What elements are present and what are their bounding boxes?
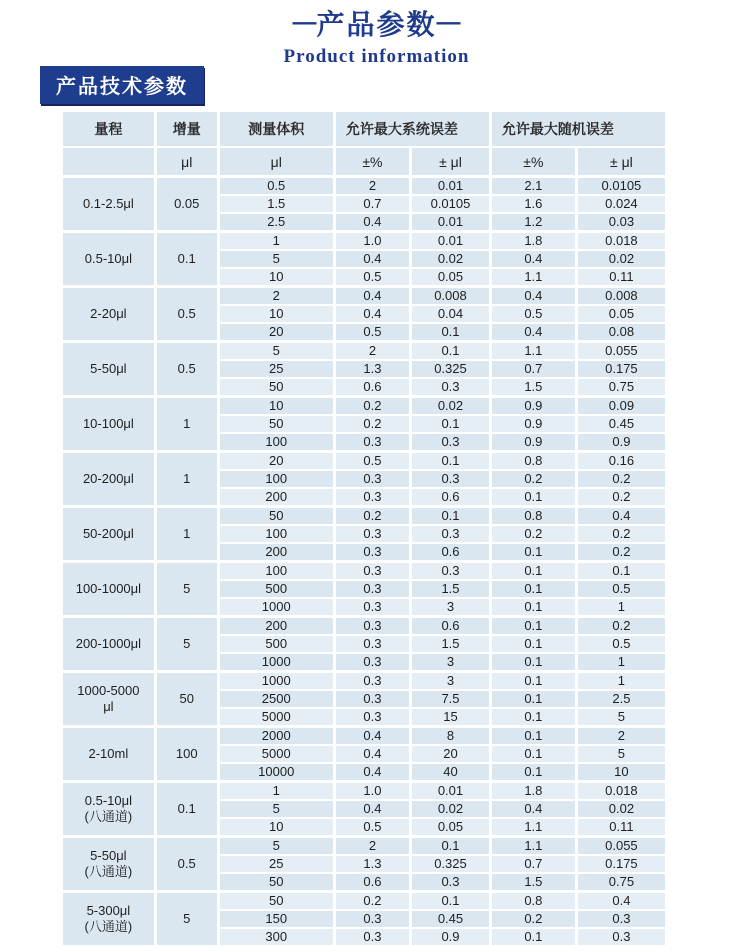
increment-cell: 50 [155, 672, 218, 727]
sys-pct-cell: 0.3 [334, 470, 410, 488]
volume-cell: 5 [218, 800, 334, 818]
range-line: 50-200μl [82, 526, 134, 541]
volume-cell: 1000 [218, 653, 334, 672]
volume-cell: 2000 [218, 727, 334, 746]
rand-pct-cell: 1.5 [490, 378, 576, 397]
volume-cell: 5 [218, 250, 334, 268]
sys-ul-cell: 15 [411, 708, 491, 727]
rand-pct-cell: 0.2 [490, 910, 576, 928]
volume-cell: 10 [218, 268, 334, 287]
sys-ul-cell: 0.02 [411, 800, 491, 818]
rand-pct-cell: 0.1 [490, 928, 576, 946]
table-row [62, 562, 667, 581]
unit-cell-empty [62, 147, 156, 177]
rand-ul-cell: 0.2 [576, 470, 666, 488]
volume-cell: 150 [218, 910, 334, 928]
range-line: 10-100μl [82, 416, 134, 431]
volume-cell: 5000 [218, 708, 334, 727]
sys-ul-cell: 0.3 [411, 873, 491, 892]
sys-ul-cell: 0.6 [411, 617, 491, 636]
spec-table [60, 110, 668, 947]
range-cell [62, 837, 156, 892]
rand-ul-cell: 0.03 [576, 213, 666, 232]
rand-ul-cell: 0.0105 [576, 177, 666, 196]
sys-pct-cell: 1.0 [334, 232, 410, 251]
volume-cell: 25 [218, 360, 334, 378]
volume-cell: 200 [218, 617, 334, 636]
table-row [62, 782, 667, 801]
increment-cell: 0.1 [155, 232, 218, 287]
volume-cell: 50 [218, 892, 334, 911]
range-cell [62, 617, 156, 672]
sys-pct-cell: 0.3 [334, 928, 410, 946]
rand-pct-cell: 0.1 [490, 580, 576, 598]
rand-pct-cell: 0.9 [490, 415, 576, 433]
sys-ul-cell: 0.1 [411, 415, 491, 433]
rand-pct-cell: 0.9 [490, 397, 576, 416]
sys-ul-cell: 0.1 [411, 892, 491, 911]
range-line: 2-20μl [90, 306, 127, 321]
sys-ul-cell: 0.05 [411, 268, 491, 287]
rand-ul-cell: 0.175 [576, 855, 666, 873]
rand-pct-cell: 1.2 [490, 213, 576, 232]
increment-cell: 0.05 [155, 177, 218, 232]
rand-ul-cell: 0.05 [576, 305, 666, 323]
volume-cell: 100 [218, 433, 334, 452]
sys-pct-cell: 0.2 [334, 397, 410, 416]
sys-ul-cell: 0.01 [411, 213, 491, 232]
sys-pct-cell: 0.4 [334, 763, 410, 782]
rand-ul-cell: 0.055 [576, 342, 666, 361]
sys-ul-cell: 0.325 [411, 360, 491, 378]
rand-pct-cell: 0.1 [490, 745, 576, 763]
table-row [62, 672, 667, 691]
volume-cell: 2500 [218, 690, 334, 708]
range-line: 0.1-2.5μl [82, 196, 134, 211]
increment-cell: 5 [155, 617, 218, 672]
volume-cell: 20 [218, 323, 334, 342]
increment-cell: 0.5 [155, 287, 218, 342]
sys-pct-cell: 0.3 [334, 580, 410, 598]
sys-ul-cell: 0.325 [411, 855, 491, 873]
volume-cell: 1.5 [218, 195, 334, 213]
sys-pct-cell: 2 [334, 837, 410, 856]
rand-ul-cell: 0.4 [576, 892, 666, 911]
page-title-text: 产品参数 [316, 9, 437, 40]
sys-ul-cell: 0.1 [411, 452, 491, 471]
volume-cell: 200 [218, 488, 334, 507]
sys-ul-cell: 3 [411, 598, 491, 617]
increment-cell: 5 [155, 892, 218, 947]
sys-ul-cell: 0.02 [411, 250, 491, 268]
volume-cell: 200 [218, 543, 334, 562]
rand-pct-cell: 0.1 [490, 672, 576, 691]
sys-ul-cell: 0.3 [411, 378, 491, 397]
sys-pct-cell: 0.5 [334, 268, 410, 287]
volume-cell: 50 [218, 415, 334, 433]
sys-pct-cell: 0.3 [334, 543, 410, 562]
range-cell [62, 342, 156, 397]
rand-pct-cell: 1.8 [490, 782, 576, 801]
rand-pct-cell: 0.1 [490, 708, 576, 727]
title-right-dash: — [436, 9, 461, 36]
sys-ul-cell: 0.01 [411, 232, 491, 251]
rand-pct-cell: 0.1 [490, 653, 576, 672]
rand-pct-cell: 0.1 [490, 598, 576, 617]
sys-ul-cell: 0.02 [411, 397, 491, 416]
volume-cell: 1000 [218, 672, 334, 691]
increment-cell: 100 [155, 727, 218, 782]
rand-pct-cell: 0.1 [490, 690, 576, 708]
rand-ul-cell: 0.11 [576, 818, 666, 837]
sys-pct-cell: 1.0 [334, 782, 410, 801]
sys-pct-cell: 2 [334, 177, 410, 196]
volume-cell: 5000 [218, 745, 334, 763]
volume-cell: 500 [218, 580, 334, 598]
rand-pct-cell: 0.2 [490, 470, 576, 488]
sys-pct-cell: 0.2 [334, 415, 410, 433]
unit-row [62, 147, 667, 177]
range-cell [62, 892, 156, 947]
table-row [62, 617, 667, 636]
increment-cell: 1 [155, 397, 218, 452]
rand-ul-cell: 0.75 [576, 873, 666, 892]
table-row [62, 342, 667, 361]
range-cell [62, 507, 156, 562]
rand-ul-cell: 10 [576, 763, 666, 782]
page-title [0, 8, 753, 44]
volume-cell: 2.5 [218, 213, 334, 232]
range-cell [62, 672, 156, 727]
volume-cell: 10 [218, 818, 334, 837]
volume-cell: 1 [218, 782, 334, 801]
sys-pct-cell: 0.4 [334, 213, 410, 232]
range-line: (八通道) [84, 864, 133, 879]
rand-ul-cell: 0.2 [576, 617, 666, 636]
rand-ul-cell: 0.5 [576, 580, 666, 598]
col-header-range: 量程 [62, 111, 156, 147]
sys-ul-cell: 0.3 [411, 562, 491, 581]
volume-cell: 50 [218, 378, 334, 397]
rand-ul-cell: 0.5 [576, 635, 666, 653]
range-line: 0.5-10μl [84, 793, 132, 808]
increment-cell: 0.5 [155, 837, 218, 892]
sys-pct-cell: 0.4 [334, 800, 410, 818]
spec-table-head [62, 111, 667, 177]
volume-cell: 100 [218, 470, 334, 488]
rand-pct-cell: 1.6 [490, 195, 576, 213]
range-cell [62, 177, 156, 232]
rand-pct-cell: 0.1 [490, 488, 576, 507]
rand-ul-cell: 1 [576, 672, 666, 691]
sys-ul-cell: 0.3 [411, 525, 491, 543]
rand-ul-cell: 0.16 [576, 452, 666, 471]
rand-ul-cell: 0.45 [576, 415, 666, 433]
sys-pct-cell: 2 [334, 342, 410, 361]
rand-pct-cell: 0.1 [490, 617, 576, 636]
rand-ul-cell: 0.11 [576, 268, 666, 287]
sys-pct-cell: 0.7 [334, 195, 410, 213]
rand-ul-cell: 0.09 [576, 397, 666, 416]
sys-pct-cell: 0.3 [334, 690, 410, 708]
rand-ul-cell: 0.02 [576, 800, 666, 818]
rand-pct-cell: 1.1 [490, 268, 576, 287]
sys-pct-cell: 0.3 [334, 617, 410, 636]
unit-cell-volume: μl [218, 147, 334, 177]
range-line: 5-300μl [86, 903, 131, 918]
rand-pct-cell: 0.4 [490, 250, 576, 268]
rand-pct-cell: 0.5 [490, 305, 576, 323]
page-subtitle: Product information [283, 46, 470, 67]
rand-pct-cell: 1.1 [490, 342, 576, 361]
sys-ul-cell: 3 [411, 672, 491, 691]
rand-ul-cell: 0.1 [576, 562, 666, 581]
range-line: 5-50μl [90, 848, 127, 863]
rand-pct-cell: 0.4 [490, 323, 576, 342]
rand-pct-cell: 1.8 [490, 232, 576, 251]
rand-pct-cell: 0.1 [490, 562, 576, 581]
table-row [62, 507, 667, 526]
sys-pct-cell: 0.3 [334, 598, 410, 617]
volume-cell: 500 [218, 635, 334, 653]
rand-ul-cell: 0.08 [576, 323, 666, 342]
rand-pct-cell: 0.2 [490, 525, 576, 543]
volume-cell: 50 [218, 873, 334, 892]
rand-ul-cell: 2.5 [576, 690, 666, 708]
unit-cell-sys-pct: ±% [334, 147, 410, 177]
rand-ul-cell: 0.75 [576, 378, 666, 397]
rand-pct-cell: 1.1 [490, 818, 576, 837]
increment-cell: 0.1 [155, 782, 218, 837]
rand-ul-cell: 0.008 [576, 287, 666, 306]
table-row [62, 837, 667, 856]
sys-ul-cell: 20 [411, 745, 491, 763]
rand-ul-cell: 0.018 [576, 782, 666, 801]
table-row [62, 232, 667, 251]
sys-ul-cell: 0.6 [411, 488, 491, 507]
sys-ul-cell: 0.9 [411, 928, 491, 946]
sys-pct-cell: 0.3 [334, 653, 410, 672]
rand-pct-cell: 0.8 [490, 892, 576, 911]
rand-ul-cell: 0.4 [576, 507, 666, 526]
rand-pct-cell: 2.1 [490, 177, 576, 196]
sys-pct-cell: 1.3 [334, 855, 410, 873]
range-line: 20-200μl [82, 471, 134, 486]
increment-cell: 1 [155, 507, 218, 562]
sys-pct-cell: 0.3 [334, 708, 410, 727]
sys-ul-cell: 8 [411, 727, 491, 746]
rand-pct-cell: 0.1 [490, 635, 576, 653]
table-row [62, 177, 667, 196]
rand-pct-cell: 0.4 [490, 287, 576, 306]
title-block [0, 8, 753, 68]
rand-ul-cell: 0.2 [576, 525, 666, 543]
range-line: 200-1000μl [75, 636, 142, 651]
sys-ul-cell: 0.008 [411, 287, 491, 306]
sys-ul-cell: 0.0105 [411, 195, 491, 213]
sys-ul-cell: 3 [411, 653, 491, 672]
unit-cell-sys-ul: ± μl [411, 147, 491, 177]
sys-pct-cell: 0.4 [334, 745, 410, 763]
rand-ul-cell: 1 [576, 653, 666, 672]
volume-cell: 100 [218, 525, 334, 543]
title-left-dash: — [292, 9, 317, 36]
range-cell [62, 562, 156, 617]
volume-cell: 10 [218, 397, 334, 416]
sys-pct-cell: 0.3 [334, 672, 410, 691]
sys-ul-cell: 0.05 [411, 818, 491, 837]
range-line: μl [103, 699, 114, 714]
rand-pct-cell: 1.1 [490, 837, 576, 856]
table-row [62, 892, 667, 911]
sys-ul-cell: 1.5 [411, 580, 491, 598]
sys-pct-cell: 0.5 [334, 818, 410, 837]
rand-pct-cell: 0.7 [490, 360, 576, 378]
sys-pct-cell: 0.6 [334, 378, 410, 397]
sys-pct-cell: 0.6 [334, 873, 410, 892]
sys-ul-cell: 0.1 [411, 837, 491, 856]
rand-pct-cell: 0.4 [490, 800, 576, 818]
col-header-volume: 测量体积 [218, 111, 334, 147]
volume-cell: 1 [218, 232, 334, 251]
rand-ul-cell: 5 [576, 745, 666, 763]
rand-pct-cell: 0.8 [490, 507, 576, 526]
rand-ul-cell: 2 [576, 727, 666, 746]
rand-ul-cell: 0.024 [576, 195, 666, 213]
rand-ul-cell: 0.175 [576, 360, 666, 378]
sys-pct-cell: 0.4 [334, 287, 410, 306]
volume-cell: 2 [218, 287, 334, 306]
range-cell [62, 782, 156, 837]
increment-cell: 1 [155, 452, 218, 507]
rand-pct-cell: 0.9 [490, 433, 576, 452]
rand-ul-cell: 1 [576, 598, 666, 617]
volume-cell: 0.5 [218, 177, 334, 196]
sys-ul-cell: 0.1 [411, 507, 491, 526]
table-row [62, 287, 667, 306]
sys-ul-cell: 0.3 [411, 470, 491, 488]
table-row [62, 452, 667, 471]
range-line: 5-50μl [90, 361, 127, 376]
rand-pct-cell: 0.8 [490, 452, 576, 471]
table-row [62, 727, 667, 746]
rand-ul-cell: 0.055 [576, 837, 666, 856]
rand-pct-cell: 0.1 [490, 763, 576, 782]
sys-pct-cell: 0.4 [334, 305, 410, 323]
rand-pct-cell: 0.7 [490, 855, 576, 873]
sys-ul-cell: 0.3 [411, 433, 491, 452]
range-line: 0.5-10μl [84, 251, 132, 266]
sys-pct-cell: 0.5 [334, 452, 410, 471]
range-line: (八通道) [84, 809, 133, 824]
rand-ul-cell: 0.018 [576, 232, 666, 251]
volume-cell: 1000 [218, 598, 334, 617]
col-header-rand-error: 允许最大随机误差 [490, 111, 666, 147]
rand-pct-cell: 1.5 [490, 873, 576, 892]
sys-ul-cell: 40 [411, 763, 491, 782]
range-cell [62, 232, 156, 287]
sys-pct-cell: 0.3 [334, 635, 410, 653]
sys-ul-cell: 0.6 [411, 543, 491, 562]
volume-cell: 50 [218, 507, 334, 526]
increment-cell: 5 [155, 562, 218, 617]
rand-pct-cell: 0.1 [490, 727, 576, 746]
volume-cell: 5 [218, 342, 334, 361]
range-cell [62, 287, 156, 342]
volume-cell: 100 [218, 562, 334, 581]
sys-ul-cell: 1.5 [411, 635, 491, 653]
increment-cell: 0.5 [155, 342, 218, 397]
header-row [62, 111, 667, 147]
volume-cell: 25 [218, 855, 334, 873]
range-line: 100-1000μl [75, 581, 142, 596]
rand-ul-cell: 0.2 [576, 543, 666, 562]
volume-cell: 300 [218, 928, 334, 946]
range-cell [62, 397, 156, 452]
sys-ul-cell: 7.5 [411, 690, 491, 708]
sys-pct-cell: 1.3 [334, 360, 410, 378]
range-line: (八通道) [84, 919, 133, 934]
unit-cell-rand-ul: ± μl [576, 147, 666, 177]
rand-pct-cell: 0.1 [490, 543, 576, 562]
sys-pct-cell: 0.2 [334, 507, 410, 526]
sys-pct-cell: 0.3 [334, 525, 410, 543]
col-header-increment: 增量 [155, 111, 218, 147]
rand-ul-cell: 0.9 [576, 433, 666, 452]
section-badge: 产品技术参数 [40, 66, 204, 104]
sys-ul-cell: 0.45 [411, 910, 491, 928]
sys-ul-cell: 0.01 [411, 782, 491, 801]
volume-cell: 10000 [218, 763, 334, 782]
sys-pct-cell: 0.4 [334, 727, 410, 746]
col-header-sys-error: 允许最大系统误差 [334, 111, 490, 147]
sys-pct-cell: 0.3 [334, 562, 410, 581]
range-line: 2-10ml [88, 746, 129, 761]
rand-ul-cell: 0.02 [576, 250, 666, 268]
sys-ul-cell: 0.1 [411, 342, 491, 361]
sys-ul-cell: 0.1 [411, 323, 491, 342]
unit-cell-increment: μl [155, 147, 218, 177]
range-line: 1000-5000 [77, 683, 140, 698]
volume-cell: 20 [218, 452, 334, 471]
range-cell [62, 727, 156, 782]
rand-ul-cell: 5 [576, 708, 666, 727]
sys-pct-cell: 0.5 [334, 323, 410, 342]
spec-table-body [62, 177, 667, 947]
sys-ul-cell: 0.04 [411, 305, 491, 323]
sys-pct-cell: 0.3 [334, 910, 410, 928]
sys-pct-cell: 0.2 [334, 892, 410, 911]
sys-pct-cell: 0.4 [334, 250, 410, 268]
sys-pct-cell: 0.3 [334, 488, 410, 507]
rand-ul-cell: 0.2 [576, 488, 666, 507]
rand-ul-cell: 0.3 [576, 910, 666, 928]
volume-cell: 5 [218, 837, 334, 856]
sys-ul-cell: 0.01 [411, 177, 491, 196]
volume-cell: 10 [218, 305, 334, 323]
sys-pct-cell: 0.3 [334, 433, 410, 452]
rand-ul-cell: 0.3 [576, 928, 666, 946]
unit-cell-rand-pct: ±% [490, 147, 576, 177]
range-cell [62, 452, 156, 507]
table-row [62, 397, 667, 416]
